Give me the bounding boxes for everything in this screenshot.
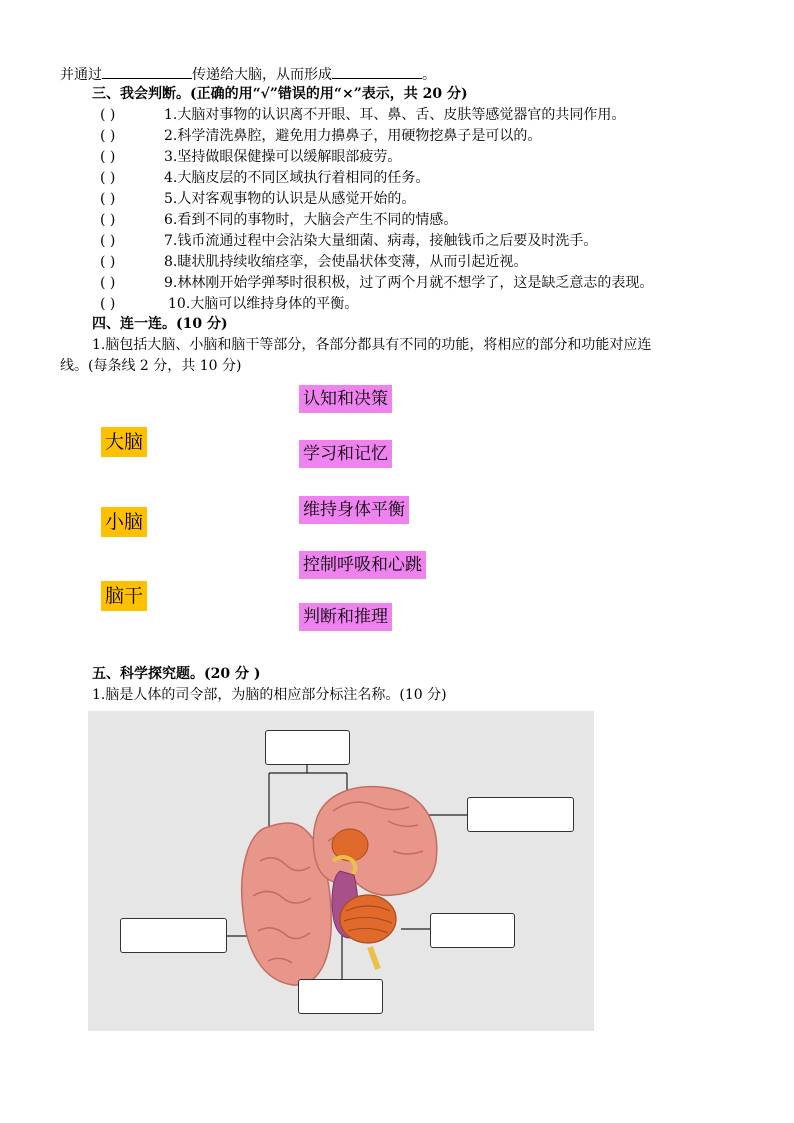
judge-text: 2.科学清洗鼻腔，避免用力擤鼻子，用硬物挖鼻子是可以的。	[164, 128, 542, 144]
function-box-breathing[interactable]: 控制呼吸和心跳	[299, 551, 426, 579]
answer-paren[interactable]: ( )	[100, 254, 116, 270]
intro-text-1: 并通过	[60, 67, 102, 83]
answer-paren[interactable]: ( )	[100, 233, 116, 249]
answer-blank-2[interactable]	[332, 64, 422, 79]
part-box-cerebrum[interactable]: 大脑	[101, 427, 147, 457]
section4-question-line1: 1.脑包括大脑、小脑和脑干等部分，各部分都具有不同的功能，将相应的部分和功能对应连	[92, 337, 652, 353]
judge-text: 10.大脑可以维持身体的平衡。	[168, 296, 359, 312]
answer-paren[interactable]: ( )	[100, 275, 116, 291]
judge-text: 6.看到不同的事物时，大脑会产生不同的情感。	[164, 212, 458, 228]
judge-item-2	[100, 127, 541, 145]
judge-text: 4.大脑皮层的不同区域执行着相同的任务。	[164, 170, 430, 186]
brain-diagram	[88, 711, 594, 1031]
label-box-bottom[interactable]	[298, 979, 383, 1014]
label-box-left[interactable]	[120, 918, 227, 953]
judge-item-5	[100, 190, 415, 208]
judge-item-3	[100, 148, 401, 166]
answer-paren[interactable]: ( )	[100, 128, 116, 144]
part-box-brainstem[interactable]: 脑干	[101, 581, 147, 611]
judge-item-7	[100, 232, 597, 250]
label-box-right-upper[interactable]	[467, 797, 574, 832]
judge-item-10	[100, 295, 358, 313]
judge-item-9	[100, 274, 653, 292]
answer-paren[interactable]: ( )	[100, 191, 116, 207]
section5-question: 1.脑是人体的司令部，为脑的相应部分标注名称。(10 分)	[92, 687, 447, 703]
answer-paren[interactable]: ( )	[100, 296, 116, 312]
judge-text: 8.睫状肌持续收缩痉挛，会使晶状体变薄，从而引起近视。	[164, 254, 528, 270]
section5-title: 五、科学探究题。(20 分 )	[92, 666, 261, 682]
intro-line	[60, 64, 436, 84]
answer-blank-1[interactable]	[102, 64, 192, 79]
judge-text: 1.大脑对事物的认识离不开眼、耳、鼻、舌、皮肤等感觉器官的共同作用。	[164, 107, 626, 123]
function-box-balance[interactable]: 维持身体平衡	[299, 496, 409, 524]
judge-text: 5.人对客观事物的认识是从感觉开始的。	[164, 191, 416, 207]
judge-text: 7.钱币流通过程中会沾染大量细菌、病毒，接触钱币之后要及时洗手。	[164, 233, 598, 249]
judge-item-8	[100, 253, 527, 271]
label-box-top[interactable]	[265, 730, 350, 765]
label-box-right-lower[interactable]	[430, 913, 515, 948]
answer-paren[interactable]: ( )	[100, 107, 116, 123]
answer-paren[interactable]: ( )	[100, 212, 116, 228]
judge-item-6	[100, 211, 457, 229]
intro-text-3: 。	[422, 67, 436, 83]
section3-title: 三、我会判断。(正确的用“√”错误的用“×”表示，共 20 分)	[92, 86, 468, 102]
answer-paren[interactable]: ( )	[100, 170, 116, 186]
intro-text-2: 传递给大脑，从而形成	[192, 67, 332, 83]
answer-paren[interactable]: ( )	[100, 149, 116, 165]
function-box-reasoning[interactable]: 判断和推理	[299, 603, 392, 631]
part-box-cerebellum[interactable]: 小脑	[101, 507, 147, 537]
section4-title: 四、连一连。(10 分)	[92, 316, 228, 332]
judge-item-4	[100, 169, 429, 187]
judge-text: 9.林林刚开始学弹琴时很积极，过了两个月就不想学了，这是缺乏意志的表现。	[164, 275, 654, 291]
judge-text: 3.坚持做眼保健操可以缓解眼部疲劳。	[164, 149, 402, 165]
section4-question-line2: 线。(每条线 2 分，共 10 分)	[60, 358, 242, 374]
function-box-cognition[interactable]: 认知和决策	[299, 385, 392, 413]
judge-item-1	[100, 106, 625, 124]
function-box-learning[interactable]: 学习和记忆	[299, 440, 392, 468]
